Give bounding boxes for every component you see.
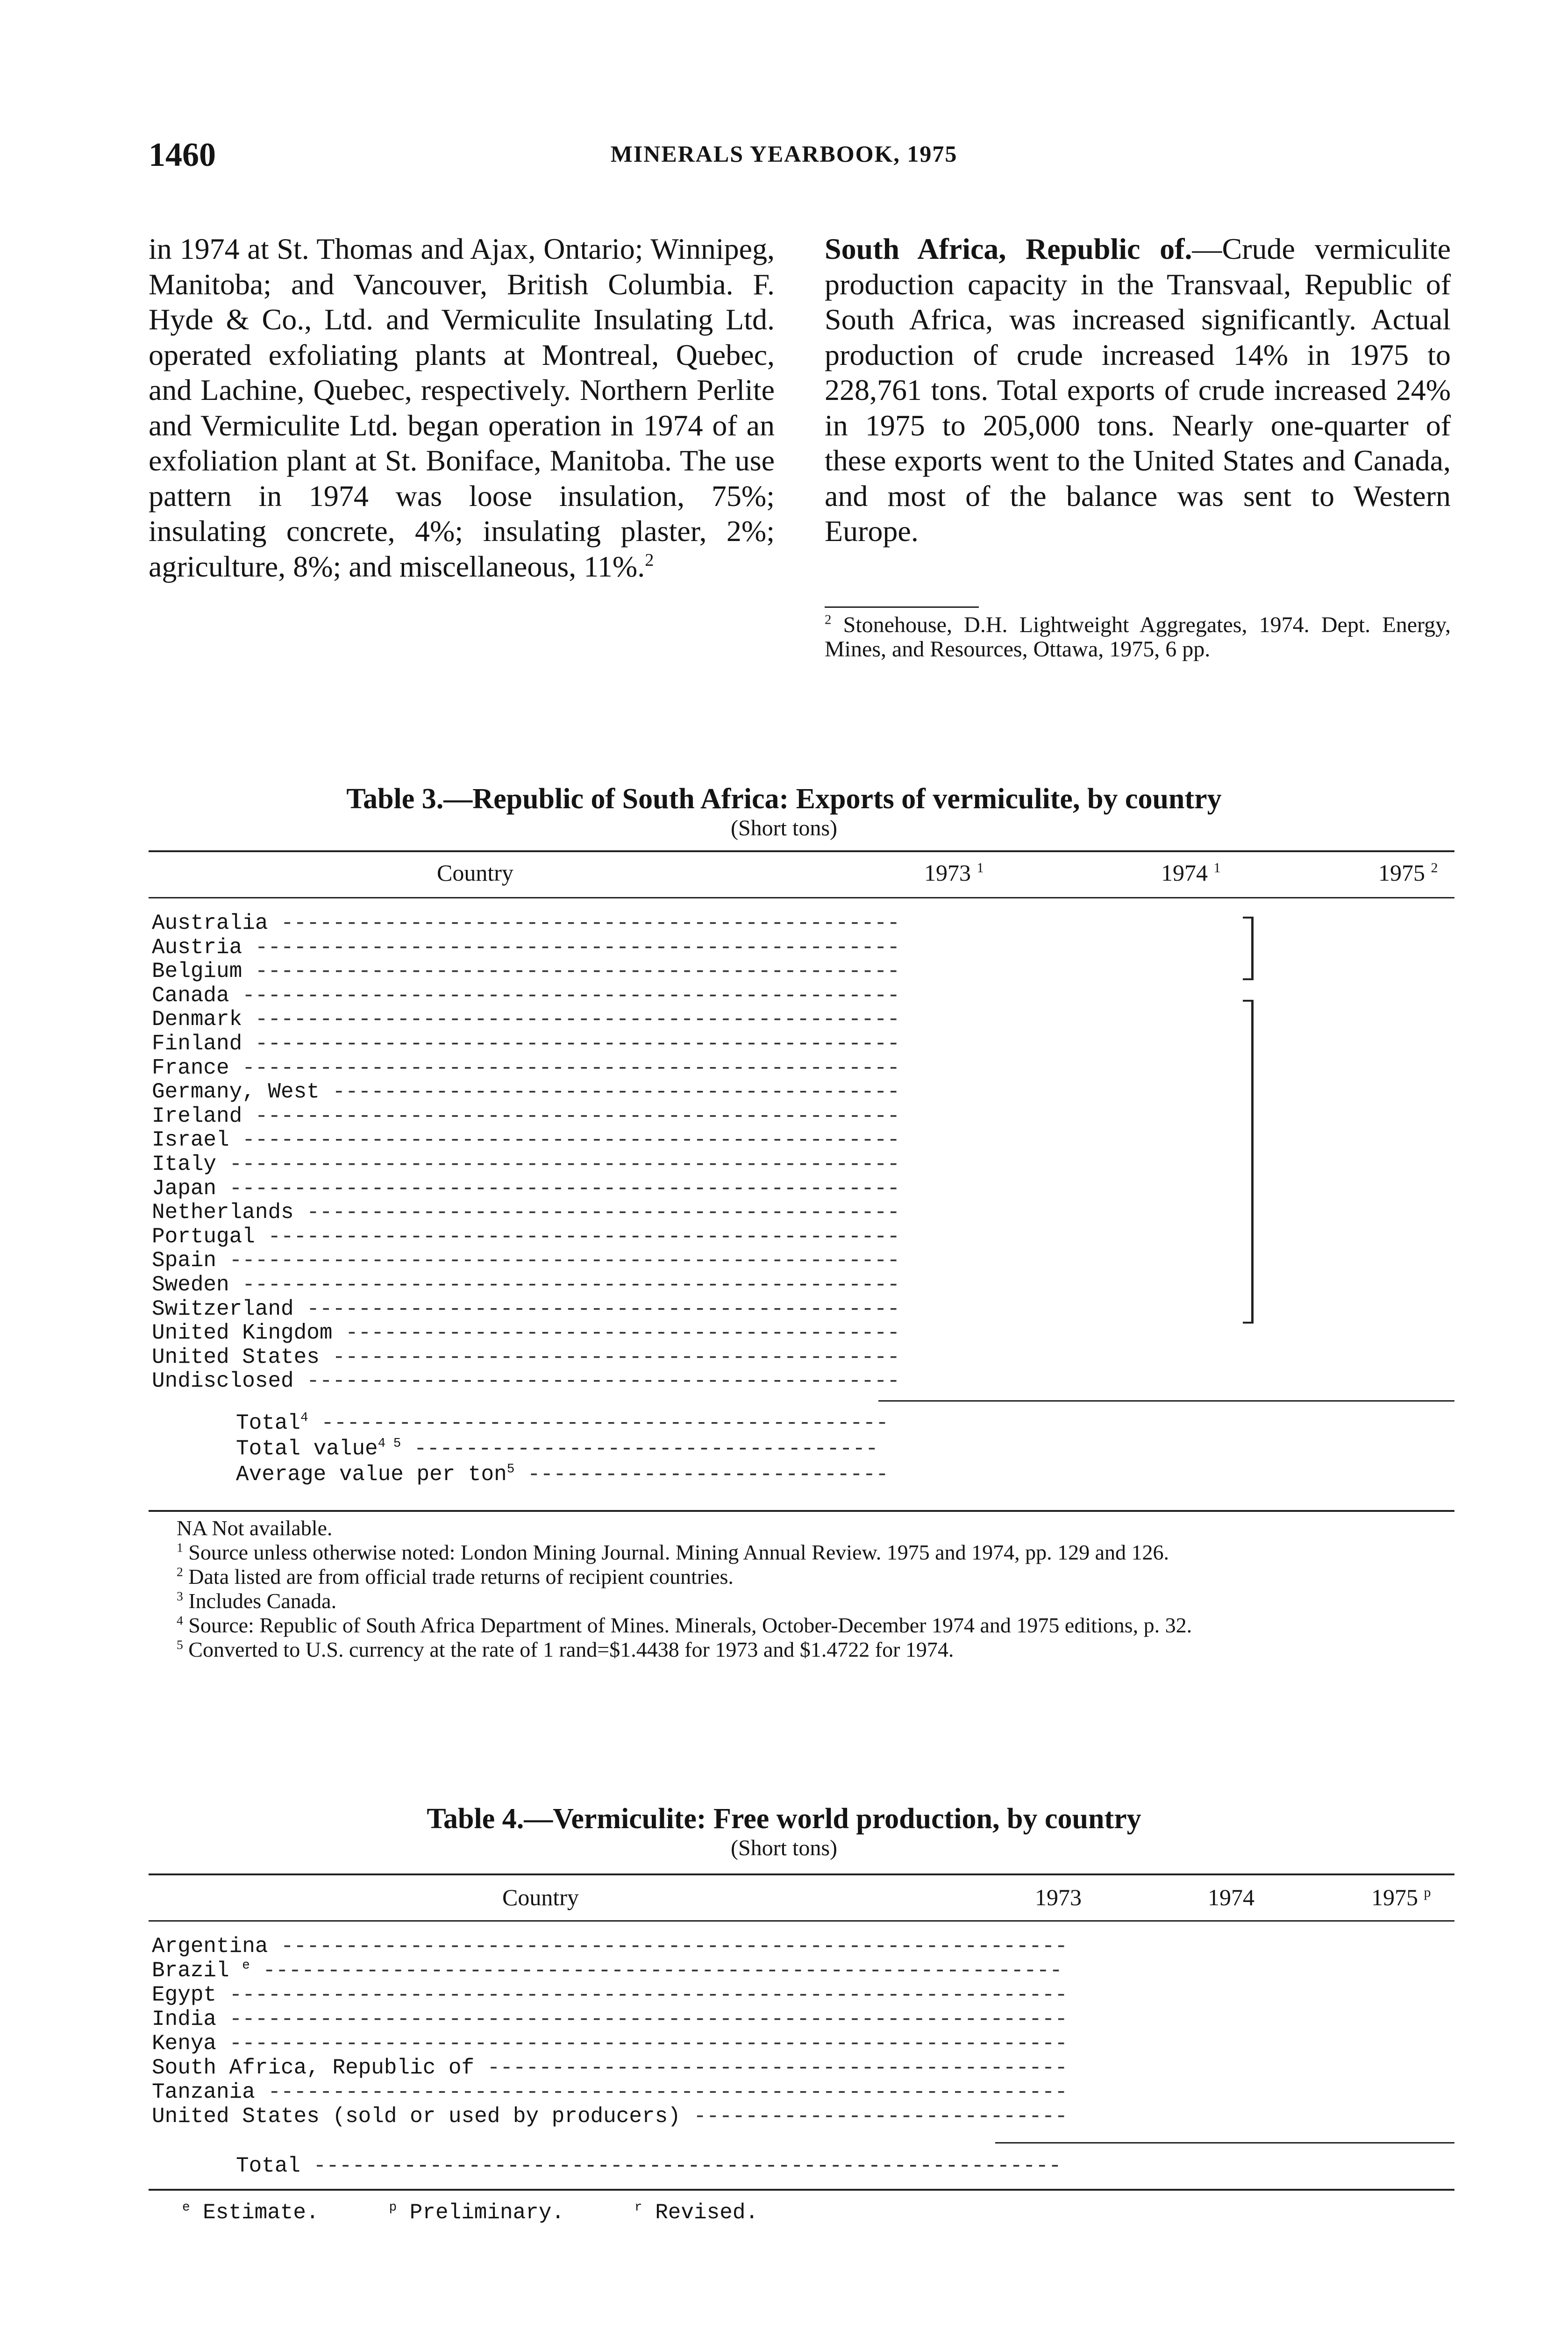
table4-col-1974: 1974 bbox=[1208, 1884, 1254, 1910]
dot-leader: ---------------------------------------------- bbox=[293, 1200, 900, 1225]
dot-leader: -------------------------------------------- bbox=[308, 1411, 889, 1435]
total-row-label bbox=[236, 1411, 889, 1435]
country-label: Argentina bbox=[152, 1934, 268, 1959]
table3-subtitle: (Short tons) bbox=[731, 816, 837, 840]
table-row-country: Israel --------------------------------------------------- bbox=[152, 1128, 900, 1153]
table-row-country: Netherlands ---------------------------------------------- bbox=[152, 1200, 900, 1225]
table-row-country: Canada --------------------------------------------------- bbox=[152, 983, 900, 1008]
table-row-country: Switzerland ---------------------------------------------- bbox=[152, 1296, 900, 1321]
dot-leader: ----------------------------------------------------------------- bbox=[216, 2031, 1068, 2056]
dot-leader: ------------------------------------------------------------- bbox=[268, 1934, 1068, 1959]
table3-brace-1 bbox=[1243, 917, 1254, 980]
t3-note-na: NA Not available. bbox=[177, 1516, 333, 1540]
col-1974-label: 1974 bbox=[1161, 860, 1208, 886]
dot-leader: ----------------------------------------------------------------- bbox=[216, 2007, 1068, 2031]
col-1973-note: 1 bbox=[976, 860, 984, 876]
dot-leader: -------------------------------------------------- bbox=[242, 1032, 900, 1056]
dot-leader: ---------------------------------------------- bbox=[293, 1369, 900, 1394]
footnote-mark: 2 bbox=[825, 612, 832, 627]
table4-title: Table 4.—Vermiculite: Free world production, by country bbox=[427, 1803, 1141, 1835]
superscript-mark: p bbox=[389, 2200, 397, 2215]
dot-leader: ---------------------------------------------------- bbox=[216, 1248, 900, 1273]
total-label: Total bbox=[236, 2154, 301, 2178]
table3-col-1974 bbox=[1161, 861, 1221, 885]
total-row-label bbox=[236, 2154, 1062, 2178]
table-row-country bbox=[152, 1934, 1068, 1959]
country-label: Kenya bbox=[152, 2031, 217, 2056]
table-row-country: Japan ---------------------------------------------------- bbox=[152, 1176, 900, 1201]
dot-leader: --------------------------------------------------- bbox=[229, 983, 900, 1008]
footnote-rule bbox=[825, 606, 979, 608]
table-row-country: Finland -------------------------------------------------- bbox=[152, 1032, 900, 1056]
superscript-mark: 4 bbox=[300, 1410, 308, 1425]
note-mark: 4 bbox=[177, 1613, 183, 1628]
page-number: 1460 bbox=[149, 136, 216, 173]
country-label: India bbox=[152, 2007, 217, 2031]
legend-row bbox=[182, 2201, 1488, 2225]
country-label: Brazil bbox=[152, 1959, 229, 1983]
table3-brace-2 bbox=[1243, 1000, 1254, 1324]
total-label: Average value per ton bbox=[236, 1462, 507, 1487]
table-row-country: France --------------------------------------------------- bbox=[152, 1055, 900, 1080]
table3-title: Table 3.—Republic of South Africa: Exports of vermiculite, by country bbox=[346, 783, 1222, 815]
table-row-country: United Kingdom ------------------------------------------- bbox=[152, 1321, 900, 1346]
table4-header-rule bbox=[149, 1920, 1454, 1922]
note-mark: 2 bbox=[177, 1564, 183, 1579]
right-paragraph: —Crude vermiculite production capacity in the Transvaal, Republic of South Africa, was increased significantly. Actual production of crude increased 14% in 1975 to 228,761 tons. Total exports of crude increased 24% in 1975 to 205,000 tons. Nearly one-quarter of these exports went to the United States and Canada, and most of the balance was sent to Western Europe. bbox=[825, 232, 1451, 548]
col-1974-note: 1 bbox=[1213, 860, 1221, 876]
note-mark: 5 bbox=[177, 1637, 183, 1652]
t3-note-5 bbox=[149, 1638, 1454, 1662]
dot-leader: -------------------------------------------------- bbox=[242, 1007, 900, 1032]
left-paragraph: in 1974 at St. Thomas and Ajax, Ontario; Winnipeg, Manitoba; and Vancouver, British Columbia. F. Hyde & Co., Ltd. and Vermiculite Insulating Ltd. operated exfoliating plants at Montreal, Quebec, and Lachine, Quebec, respectively. Northern Perlite and Vermiculite Ltd. began operation in 1974 of an exfoliation plant at St. Boniface, Manitoba. The use pattern in 1974 was loose insulation, 75%; insulating concrete, 4%; insulating plaster, 2%; agriculture, 8%; and miscellaneous, 11%. bbox=[149, 232, 775, 583]
t3-note-4 bbox=[149, 1613, 1454, 1638]
dot-leader: ------------------------------------------------ bbox=[268, 911, 900, 935]
left-column-text bbox=[149, 231, 775, 584]
note-mark: 1 bbox=[177, 1540, 183, 1555]
table3-col-1973 bbox=[924, 861, 984, 885]
table4-total-rule bbox=[995, 2142, 1454, 2144]
total-row-label bbox=[236, 1437, 878, 1461]
table-row-country: Portugal ------------------------------------------------- bbox=[152, 1224, 900, 1249]
table3-total-rule bbox=[878, 1400, 1454, 1402]
table-row-country: Sweden --------------------------------------------------- bbox=[152, 1273, 900, 1297]
superscript-mark: e bbox=[182, 2200, 190, 2215]
table-row-country bbox=[152, 2031, 1068, 2056]
table4-col-1975 bbox=[1371, 1885, 1431, 1909]
legend-item: $^e$ Estimate. bbox=[182, 2200, 319, 2225]
table3-col-1975 bbox=[1378, 861, 1438, 885]
note-text: Converted to U.S. currency at the rate of 1 rand=$1.4438 for 1973 and $1.4722 for 1974. bbox=[188, 1638, 954, 1661]
footnote-2-text: Stonehouse, D.H. Lightweight Aggregates, 1974. Dept. Energy, Mines, and Resources, Ottawa, 1975, 6 pp. bbox=[825, 612, 1451, 662]
dot-leader: -------------------------------------------------------------- bbox=[255, 2080, 1068, 2104]
col-1975-note: 2 bbox=[1431, 860, 1438, 876]
legend-item: $^p$ Preliminary. bbox=[389, 2200, 565, 2225]
table-row-country bbox=[152, 2080, 1068, 2104]
total-row-label bbox=[236, 1462, 889, 1487]
legend-item: $^r$ Revised. bbox=[634, 2200, 759, 2225]
col-1975-label: 1975 bbox=[1378, 860, 1425, 886]
dot-leader: ------------------------------------ bbox=[401, 1437, 878, 1461]
footnote-2 bbox=[825, 613, 1451, 662]
table-row-country: United States -------------------------------------------- bbox=[152, 1345, 900, 1369]
dot-leader: ---------------------------------------------------- bbox=[216, 1152, 900, 1176]
dot-leader: -------------------------------------------------- bbox=[242, 935, 900, 960]
table-row-country bbox=[152, 1959, 1062, 1983]
note-mark: 3 bbox=[177, 1588, 183, 1603]
superscript-mark: 4 5 bbox=[378, 1436, 401, 1451]
dot-leader: -------------------------------------------- bbox=[319, 1080, 900, 1104]
table-row-country: Spain ---------------------------------------------------- bbox=[152, 1248, 900, 1273]
country-label: United States (sold or used by producers) bbox=[152, 2104, 681, 2129]
table4-col-country: Country bbox=[502, 1884, 579, 1910]
dot-leader: ---------------------------------------------------------- bbox=[300, 2154, 1062, 2178]
dot-leader: ----------------------------- bbox=[680, 2104, 1068, 2129]
footnote-ref-2: 2 bbox=[645, 550, 654, 570]
table-row-country: Italy ---------------------------------------------------- bbox=[152, 1152, 900, 1176]
table-row-country bbox=[152, 1983, 1068, 2007]
dot-leader: -------------------------------------------------------------- bbox=[249, 1959, 1062, 1983]
table3-notes bbox=[149, 1516, 1454, 1662]
note-text: Source unless otherwise noted: London Mining Journal. Mining Annual Review. 1975 and 1974, pp. 129 and 126. bbox=[188, 1540, 1169, 1564]
dot-leader: ------------------------------------------------- bbox=[255, 1224, 900, 1249]
table4-top-rule bbox=[149, 1873, 1454, 1875]
table-row-country: Australia ------------------------------------------------ bbox=[152, 911, 900, 935]
dot-leader: --------------------------------------------------- bbox=[229, 1055, 900, 1080]
country-label: Egypt bbox=[152, 1983, 217, 2007]
dot-leader: --------------------------------------------------- bbox=[229, 1273, 900, 1297]
table-row-country: Undisclosed ---------------------------------------------- bbox=[152, 1369, 900, 1394]
table-row-country: Belgium -------------------------------------------------- bbox=[152, 959, 900, 984]
table-row-country: Denmark -------------------------------------------------- bbox=[152, 1007, 900, 1032]
dot-leader: ----------------------------------------------------------------- bbox=[216, 1983, 1068, 2007]
t3-note-2 bbox=[149, 1565, 1454, 1589]
dot-leader: -------------------------------------------------- bbox=[242, 1104, 900, 1128]
dot-leader: --------------------------------------------- bbox=[474, 2056, 1068, 2080]
table-row-country bbox=[152, 2007, 1068, 2031]
table3-bottom-rule bbox=[149, 1510, 1454, 1512]
right-column-text bbox=[825, 231, 1451, 549]
dot-leader: --------------------------------------------------- bbox=[229, 1128, 900, 1153]
dot-leader: ---------------------------------------------------- bbox=[216, 1176, 900, 1201]
note-text: Data listed are from official trade returns of recipient countries. bbox=[188, 1565, 734, 1588]
col-1975-label: 1975 bbox=[1371, 1884, 1418, 1910]
note-text: Source: Republic of South Africa Department of Mines. Minerals, October-December 1974 and 1975 editions, p. 32. bbox=[188, 1613, 1192, 1637]
table3-top-rule bbox=[149, 850, 1454, 852]
country-label: South Africa, Republic of bbox=[152, 2056, 475, 2080]
table3-col-country: Country bbox=[437, 860, 513, 886]
dot-leader: ---------------------------- bbox=[514, 1462, 889, 1487]
dot-leader: -------------------------------------------- bbox=[319, 1345, 900, 1369]
dot-leader: ------------------------------------------- bbox=[332, 1321, 900, 1346]
table4-subtitle: (Short tons) bbox=[731, 1836, 837, 1860]
t3-note-1 bbox=[149, 1540, 1454, 1565]
table-row-country: Germany, West -------------------------------------------- bbox=[152, 1080, 900, 1104]
table-row-country bbox=[152, 2104, 1068, 2129]
col-1973-label: 1973 bbox=[924, 860, 971, 886]
note-text: Includes Canada. bbox=[188, 1589, 337, 1613]
superscript-mark: e bbox=[242, 1958, 250, 1973]
table-row-country: Austria -------------------------------------------------- bbox=[152, 935, 900, 960]
table3-header-rule bbox=[149, 897, 1454, 898]
table-row-country: Ireland -------------------------------------------------- bbox=[152, 1104, 900, 1128]
total-label: Total value bbox=[236, 1437, 378, 1461]
superscript-mark: r bbox=[634, 2200, 642, 2215]
total-label: Total bbox=[236, 1411, 301, 1435]
dot-leader: ---------------------------------------------- bbox=[293, 1296, 900, 1321]
table4-col-1973: 1973 bbox=[1035, 1884, 1082, 1910]
section-heading: South Africa, Republic of. bbox=[825, 232, 1192, 265]
running-head: MINERALS YEARBOOK, 1975 bbox=[610, 141, 958, 167]
table4-bottom-rule bbox=[149, 2189, 1454, 2191]
table-row-country bbox=[152, 2056, 1068, 2080]
col-1975-mark: p bbox=[1424, 1885, 1431, 1900]
dot-leader: -------------------------------------------------- bbox=[242, 959, 900, 984]
country-label: Tanzania bbox=[152, 2080, 255, 2104]
superscript-mark: 5 bbox=[506, 1462, 515, 1477]
table4-legend bbox=[182, 2201, 1488, 2225]
t3-note-3 bbox=[149, 1589, 1454, 1613]
